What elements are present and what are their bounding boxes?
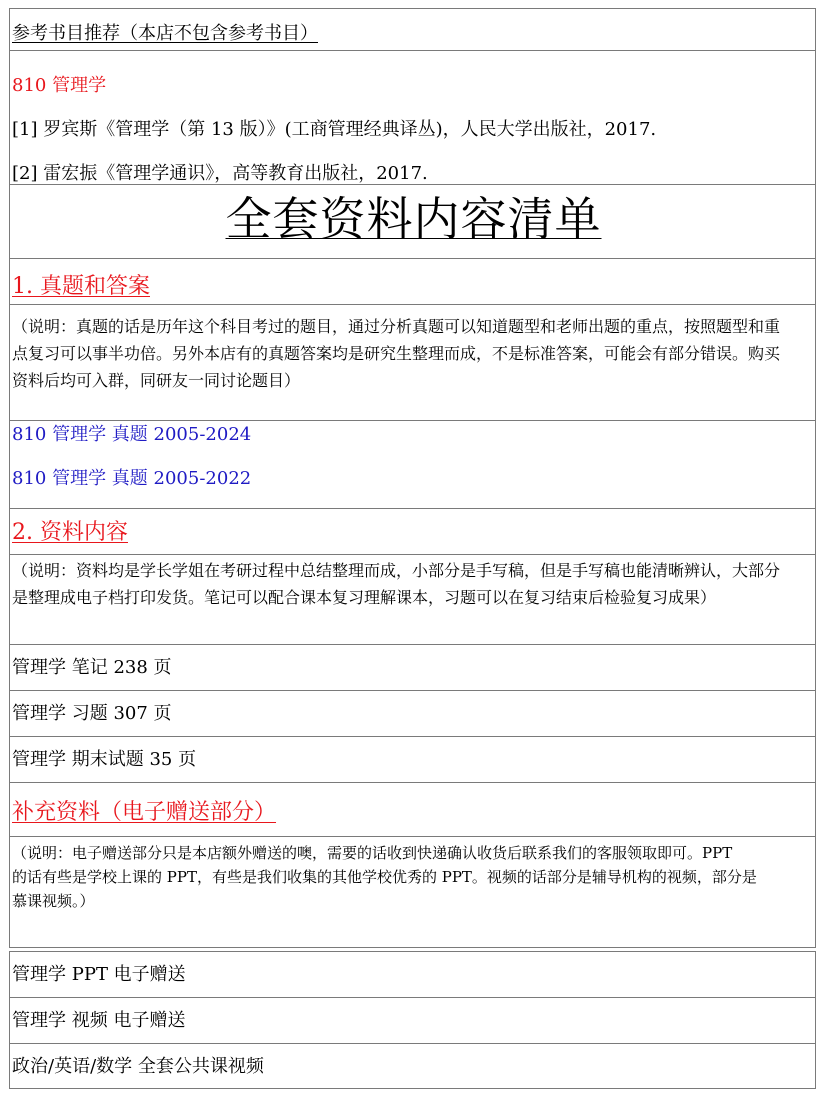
section3-item-row-1 <box>9 951 816 997</box>
section2-heading: 2. 资料内容 <box>12 520 128 545</box>
section2-item-row-3 <box>9 736 816 782</box>
section2-note-line-1: （说明：资料均是学长学姐在考研过程中总结整理而成，小部分是手写稿，但是手写稿也能清晰辨认，大部分 <box>12 561 781 580</box>
section3-note <box>9 836 816 948</box>
references-heading-row <box>9 8 816 50</box>
reference-book-2: [2] 雷宏振《管理学通识》，高等教育出版社，2017. <box>12 163 428 184</box>
references-subject: 810 管理学 <box>12 75 107 96</box>
section3-heading: 补充资料（电子赠送部分） <box>12 800 277 825</box>
section1-note <box>9 304 816 420</box>
section1-heading-row <box>9 258 816 304</box>
section1-item-1: 810 管理学 真题 2005-2024 <box>12 424 252 445</box>
section2-item-row-1 <box>9 644 816 690</box>
section2-item-row-2 <box>9 690 816 736</box>
section1-note-line-3: 资料后均可入群，同研友一同讨论题目） <box>12 371 301 390</box>
section3-item-row-3 <box>9 1043 816 1089</box>
section3-item-3: 政治/英语/数学 全套公共课视频 <box>12 1056 264 1077</box>
section1-heading: 1. 真题和答案 <box>12 274 150 299</box>
section2-item-3: 管理学 期末试题 35 页 <box>12 749 197 770</box>
section3-item-1: 管理学 PPT 电子赠送 <box>12 964 186 985</box>
section1-note-line-2: 点复习可以事半功倍。另外本店有的真题答案均是研究生整理而成，不是标准答案，可能会有部分错误。购买 <box>12 344 781 363</box>
section3-note-line-2: 的话有些是学校上课的 PPT，有些是我们收集的其他学校优秀的 PPT。视频的话部分是辅导机构的视频，部分是 <box>12 868 757 886</box>
section2-item-2: 管理学 习题 307 页 <box>12 703 172 724</box>
references-heading: 参考书目推荐（本店不包含参考书目） <box>12 23 318 44</box>
section1-item-2: 810 管理学 真题 2005-2022 <box>12 468 252 489</box>
section3-note-line-3: 慕课视频。） <box>12 892 95 910</box>
section3-item-2: 管理学 视频 电子赠送 <box>12 1010 186 1031</box>
section2-note <box>9 554 816 644</box>
references-body <box>9 50 816 184</box>
section1-items <box>9 420 816 508</box>
main-title: 全套资料内容清单 <box>225 192 602 246</box>
reference-book-1: [1] 罗宾斯《管理学（第 13 版）》(工商管理经典译丛)，人民大学出版社，2017. <box>12 119 657 140</box>
section2-heading-row <box>9 508 816 554</box>
section2-note-line-2: 是整理成电子档打印发货。笔记可以配合课本复习理解课本，习题可以在复习结束后检验复习成果） <box>12 588 717 607</box>
main-title-row <box>9 184 816 258</box>
section2-item-1: 管理学 笔记 238 页 <box>12 657 172 678</box>
section3-heading-row <box>9 782 816 836</box>
section3-item-row-2 <box>9 997 816 1043</box>
section1-note-line-1: （说明：真题的话是历年这个科目考过的题目，通过分析真题可以知道题型和老师出题的重点，按照题型和重 <box>12 317 781 336</box>
document-sheet <box>9 8 816 1089</box>
section3-note-line-1: （说明：电子赠送部分只是本店额外赠送的噢，需要的话收到快递确认收货后联系我们的客服领取即可。PPT <box>12 844 733 862</box>
